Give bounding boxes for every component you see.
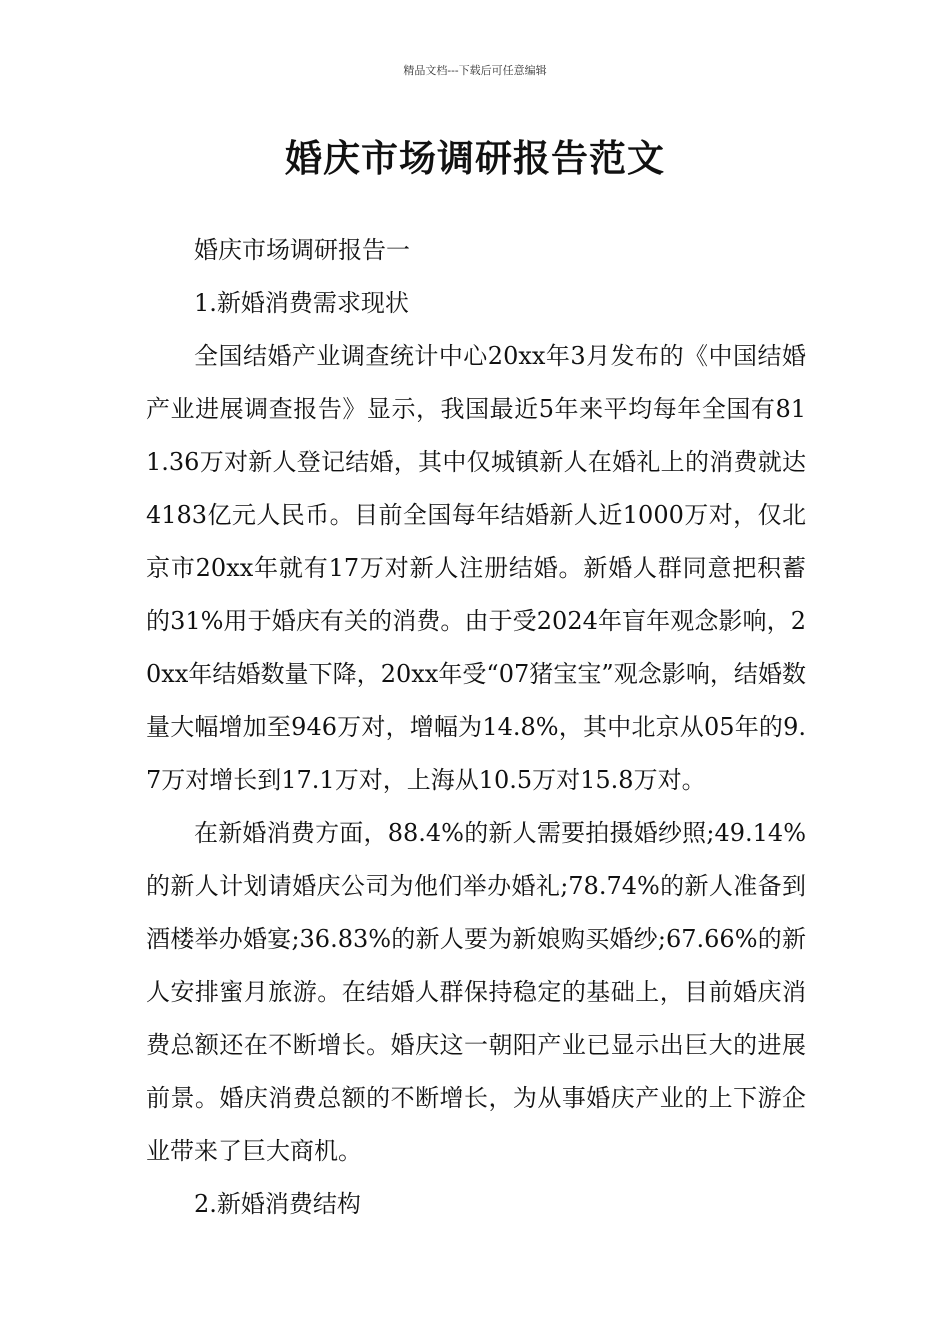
section-heading: 婚庆市场调研报告一	[194, 236, 410, 264]
body-paragraph: 全国结婚产业调查统计中心20xx年3月发布的《中国结婚产业进展调查报告》显示，我国最近5年来平均每年全国有811.36万对新人登记结婚，其中仅城镇新人在婚礼上的消费就达4183亿元人民币。目前全国每年结婚新人近1000万对，仅北京市20xx年就有17万对新人注册结婚。新婚人群同意把积蓄的31%用于婚庆有关的消费。由于受2024年盲年观念影响，20xx年结婚数量下降，20xx年受“07猪宝宝”观念影响，结婚数量大幅增加至946万对，增幅为14.8%，其中北京从05年的9.7万对增长到17.1万对，上海从10.5万对15.8万对。	[146, 342, 806, 794]
body-paragraph: 在新婚消费方面，88.4%的新人需要拍摄婚纱照;49.14%的新人计划请婚庆公司为他们举办婚礼;78.74%的新人准备到酒楼举办婚宴;36.83%的新人要为新娘购买婚纱;67.66%的新人安排蜜月旅游。在结婚人群保持稳定的基础上，目前婚庆消费总额还在不断增长。婚庆这一朝阳产业已显示出巨大的进展前景。婚庆消费总额的不断增长，为从事婚庆产业的上下游企业带来了巨大商机。	[146, 819, 806, 1165]
document-body	[146, 224, 806, 1231]
header-note: 精品文档---下载后可任意编辑	[403, 64, 547, 77]
subsection-heading: 2.新婚消费结构	[194, 1190, 361, 1218]
page-title: 婚庆市场调研报告范文	[285, 136, 665, 180]
subsection-heading: 1.新婚消费需求现状	[194, 289, 409, 317]
